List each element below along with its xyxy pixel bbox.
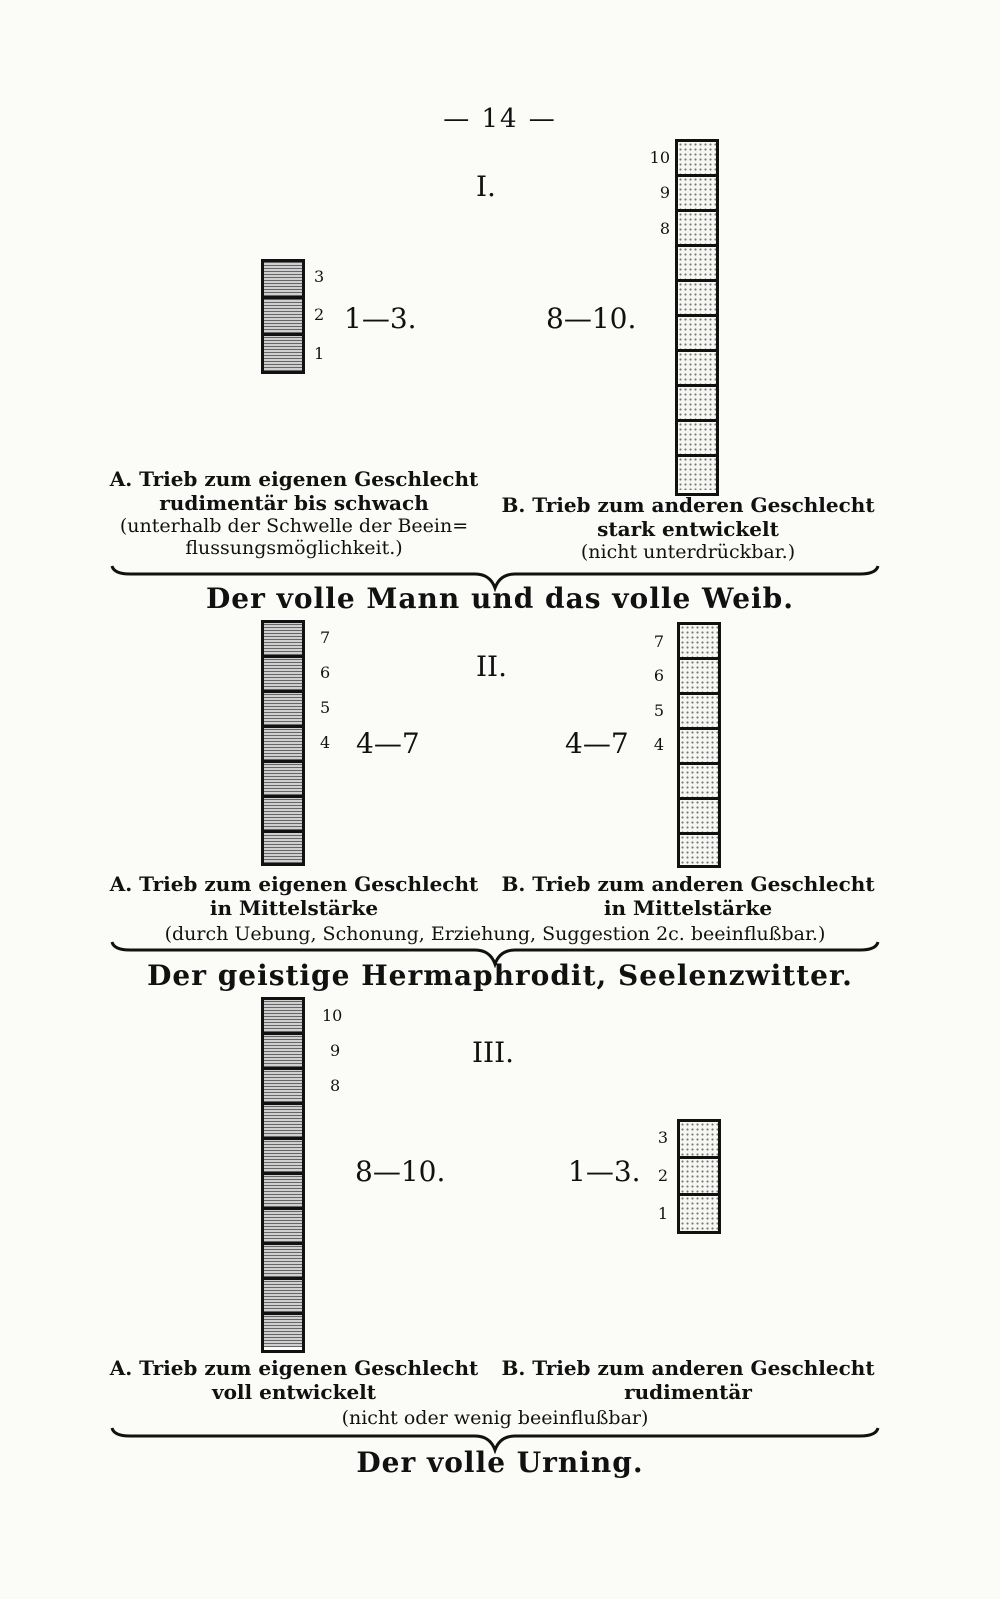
section-2-a-range: 4—7 [356,727,420,760]
scale-label: 8 [659,219,670,238]
scale-segment [264,763,302,798]
scale-segment [680,695,718,730]
section-1-roman: I. [476,170,496,203]
section-1-a-scale-bar [261,259,305,374]
scale-label: 6 [320,663,331,682]
caption-heading: B. Trieb zum anderen Geschlecht [501,493,875,517]
scale-segment [680,1196,718,1231]
page-number: — 14 — [443,104,557,134]
caption-heading: A. Trieb zum eigenen Geschlecht [109,467,479,491]
scale-label: 8 [330,1076,341,1095]
section-1-b-caption [500,493,876,563]
scale-label: 6 [653,666,664,685]
caption-note: flussungsmöglichkeit.) [185,537,403,559]
scale-segment [264,1105,302,1140]
scale-segment [678,352,716,387]
scale-segment [680,765,718,800]
scale-label: 4 [320,733,331,752]
scale-segment [264,798,302,833]
scale-label: 10 [649,148,670,167]
caption-heading: A. Trieb zum eigenen Geschlecht [109,872,479,896]
section-3-title: Der volle Urning. [356,1446,644,1479]
section-3-a-range: 8—10. [355,1155,446,1188]
scale-segment [678,317,716,352]
scale-segment [678,457,716,490]
section-3-b-caption [500,1356,876,1404]
caption-emphasis: in Mittelstärke [603,896,773,920]
section-3-a-caption [108,1356,480,1404]
scale-segment [680,1122,718,1159]
scale-segment [264,1000,302,1035]
scale-segment [264,336,302,371]
section-1-title: Der volle Mann und das volle Weib. [206,582,794,615]
scale-segment [264,623,302,658]
section-2-b-caption [500,872,876,920]
section-1-b-scale-bar [675,139,719,496]
section-3-b-scale-bar [677,1119,721,1234]
scale-segment [680,730,718,765]
caption-emphasis: in Mittelstärke [209,896,379,920]
section-2-b-range: 4—7 [565,727,629,760]
section-1-a-range: 1—3. [344,302,417,335]
section-3-note: (nicht oder wenig beeinflußbar) [341,1407,649,1429]
caption-emphasis: rudimentär [624,1380,752,1404]
caption-heading: B. Trieb zum anderen Geschlecht [501,872,875,896]
caption-heading: A. Trieb zum eigenen Geschlecht [109,1356,479,1380]
scale-segment [678,422,716,457]
scale-label: 2 [657,1166,668,1185]
scale-segment [264,1245,302,1280]
caption-heading: B. Trieb zum anderen Geschlecht [501,1356,875,1380]
caption-note: (nicht unterdrückbar.) [580,541,796,563]
scale-segment [678,247,716,282]
section-3-b-range: 1—3. [568,1155,641,1188]
scale-label: 2 [314,305,325,324]
scale-segment [264,1210,302,1245]
scale-label: 7 [320,628,331,647]
scale-segment [680,835,718,865]
section-3-a-scale-bar [261,997,305,1353]
section-1-b-range: 8—10. [546,302,637,335]
scale-segment [264,1280,302,1315]
scale-segment [264,728,302,763]
scale-segment [680,1159,718,1196]
scale-segment [264,1175,302,1210]
scale-label: 3 [657,1128,668,1147]
scale-segment [680,800,718,835]
caption-note: (unterhalb der Schwelle der Beein= [119,515,469,537]
scale-label: 3 [314,267,325,286]
scale-segment [680,625,718,660]
section-2-b-scale-bar [677,622,721,868]
caption-emphasis: stark entwickelt [597,517,779,541]
scale-segment [264,299,302,336]
scale-label: 1 [657,1204,668,1223]
scale-label: 1 [314,344,325,363]
scale-segment [678,282,716,317]
section-2-note: (durch Uebung, Schonung, Erziehung, Suggestion 2c. beeinflußbar.) [164,923,826,945]
section-2-a-caption [108,872,480,920]
scale-segment [264,833,302,863]
section-3-roman: III. [472,1036,515,1069]
scale-label: 7 [653,632,664,651]
scale-segment [264,658,302,693]
scale-label: 5 [653,701,664,720]
scale-segment [264,693,302,728]
scale-label: 10 [322,1006,343,1025]
scale-label: 9 [330,1041,341,1060]
scale-segment [678,387,716,422]
scale-segment [678,142,716,177]
scale-segment [680,660,718,695]
scale-segment [264,1315,302,1347]
scale-segment [264,1140,302,1175]
caption-emphasis: rudimentär bis schwach [159,491,429,515]
scale-segment [264,262,302,299]
section-2-title: Der geistige Hermaphrodit, Seelenzwitter. [147,959,853,992]
scale-segment [678,177,716,212]
scale-segment [678,212,716,247]
scale-segment [264,1035,302,1070]
scale-label: 4 [653,735,664,754]
scale-segment [264,1070,302,1105]
scale-label: 5 [320,698,331,717]
section-2-roman: II. [476,650,508,683]
section-1-a-caption [108,467,480,559]
caption-emphasis: voll entwickelt [211,1380,377,1404]
scale-label: 9 [659,183,670,202]
section-2-a-scale-bar [261,620,305,866]
